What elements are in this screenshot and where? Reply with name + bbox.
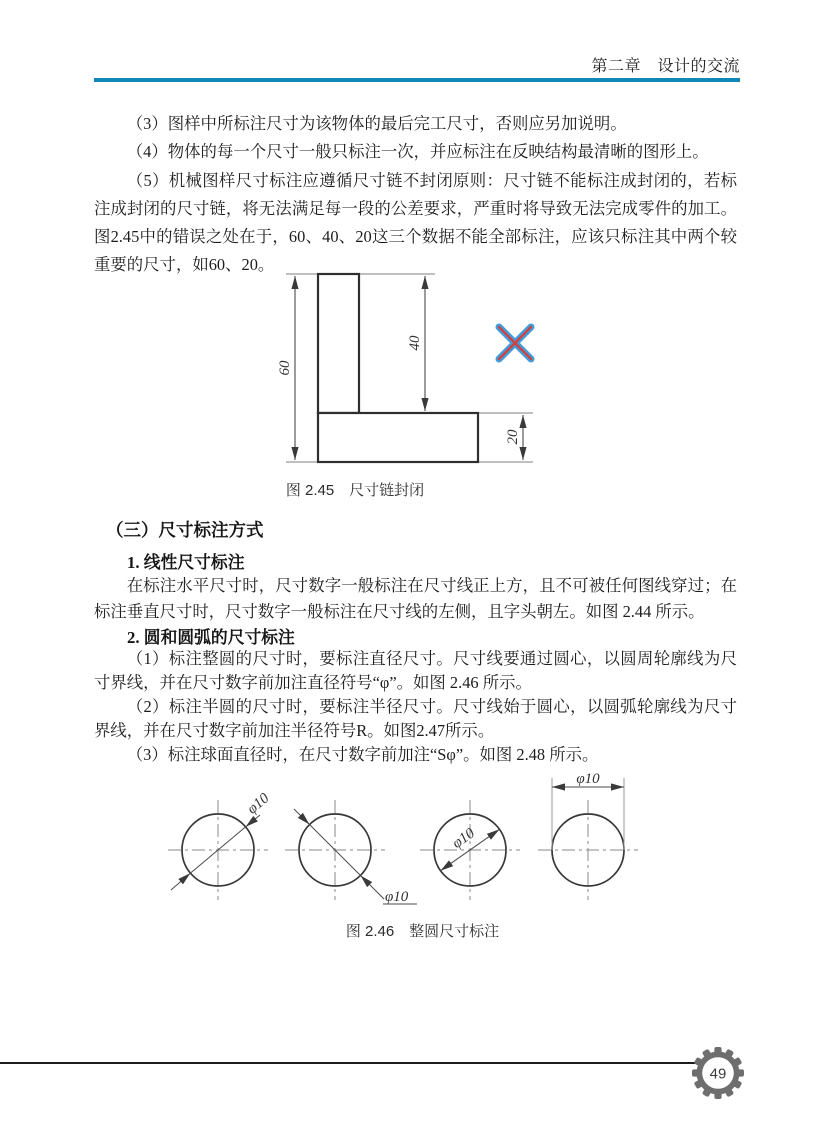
- chapter-header: 第二章 设计的交流: [591, 58, 740, 75]
- linear-dimensioning-paragraph: [94, 573, 737, 624]
- header-rule: [94, 78, 740, 82]
- section-heading-dimensioning-methods: （三）尺寸标注方式: [106, 520, 264, 540]
- intro-paragraphs: [94, 110, 737, 280]
- circle1-label: φ10: [244, 790, 273, 818]
- circle3-label: φ10: [449, 825, 478, 852]
- centerlines: [168, 800, 638, 900]
- paragraph-item-3: （3）图样中所标注尺寸为该物体的最后完工尺寸，否则应另加说明。: [126, 114, 627, 133]
- figure-2-46-caption: 图 2.46 整圆尺寸标注: [345, 923, 500, 940]
- circle-dimensioning-paragraphs: [94, 647, 737, 767]
- circle1-dimension: [171, 815, 260, 890]
- l-shaped-part-outline: [318, 274, 478, 462]
- gear-shape: [692, 1047, 744, 1099]
- paragraph-linear: 在标注水平尺寸时，尺寸数字一般标注在尺寸线正上方，且不可被任何图线穿过；在标注垂直尺寸时，尺寸数字一般标注在尺寸线的左侧，且字头朝左。如图 2.44 所示。: [94, 576, 737, 621]
- gear-page-badge-icon: [692, 1047, 744, 1099]
- figure-2-45-caption: 图 2.45 尺寸链封闭: [285, 482, 425, 499]
- page-number: 49: [709, 1065, 727, 1083]
- error-cross-icon: [499, 327, 531, 359]
- subheading-circle-arc-dimensioning: 2. 圆和圆弧的尺寸标注: [127, 628, 295, 647]
- paragraph-circle-item-1: （1）标注整圆的尺寸时，要标注直径尺寸。尺寸线要通过圆心，以圆周轮廓线为尺寸界线，并在尺寸数字前加注直径符号“φ”。如图 2.46 所示。: [94, 649, 737, 692]
- figure-2-45-drawing: [258, 263, 558, 475]
- paragraph-circle-item-2: （2）标注半圆的尺寸时，要标注半径尺寸。尺寸线始于圆心，以圆弧轮廓线为尺寸界线，并在尺寸数字前加注半径符号R。如图2.47所示。: [94, 697, 737, 740]
- paragraph-item-4: （4）物体的每一个尺寸一般只标注一次，并应标注在反映结构最清晰的图形上。: [126, 142, 709, 162]
- dim-label-20: 20: [505, 429, 521, 445]
- paragraph-circle-item-3: （3）标注球面直径时，在尺寸数字前加注“Sφ”。如图 2.48 所示。: [126, 745, 599, 764]
- circle2-label: φ10: [385, 889, 409, 905]
- dim-label-60: 60: [277, 360, 293, 376]
- circle4-label: φ10: [576, 771, 600, 787]
- dim-label-40: 40: [407, 335, 423, 351]
- subheading-linear-dimensioning: 1. 线性尺寸标注: [127, 553, 245, 572]
- paragraph-item-5: （5）机械图样尺寸标注应遵循尺寸链不封闭原则：尺寸链不能标注成封闭的，若标注成封闭的尺寸链，将无法满足每一段的公差要求，严重时将导致无法完成零件的加工。图2.45中的错误之处在于，60、40、20这三个数据不能全部标注，应该只标注其中两个较重要的尺寸，如60、20。: [94, 170, 737, 275]
- figure-2-46-drawing: [145, 770, 695, 918]
- footer-rule: [0, 1062, 698, 1064]
